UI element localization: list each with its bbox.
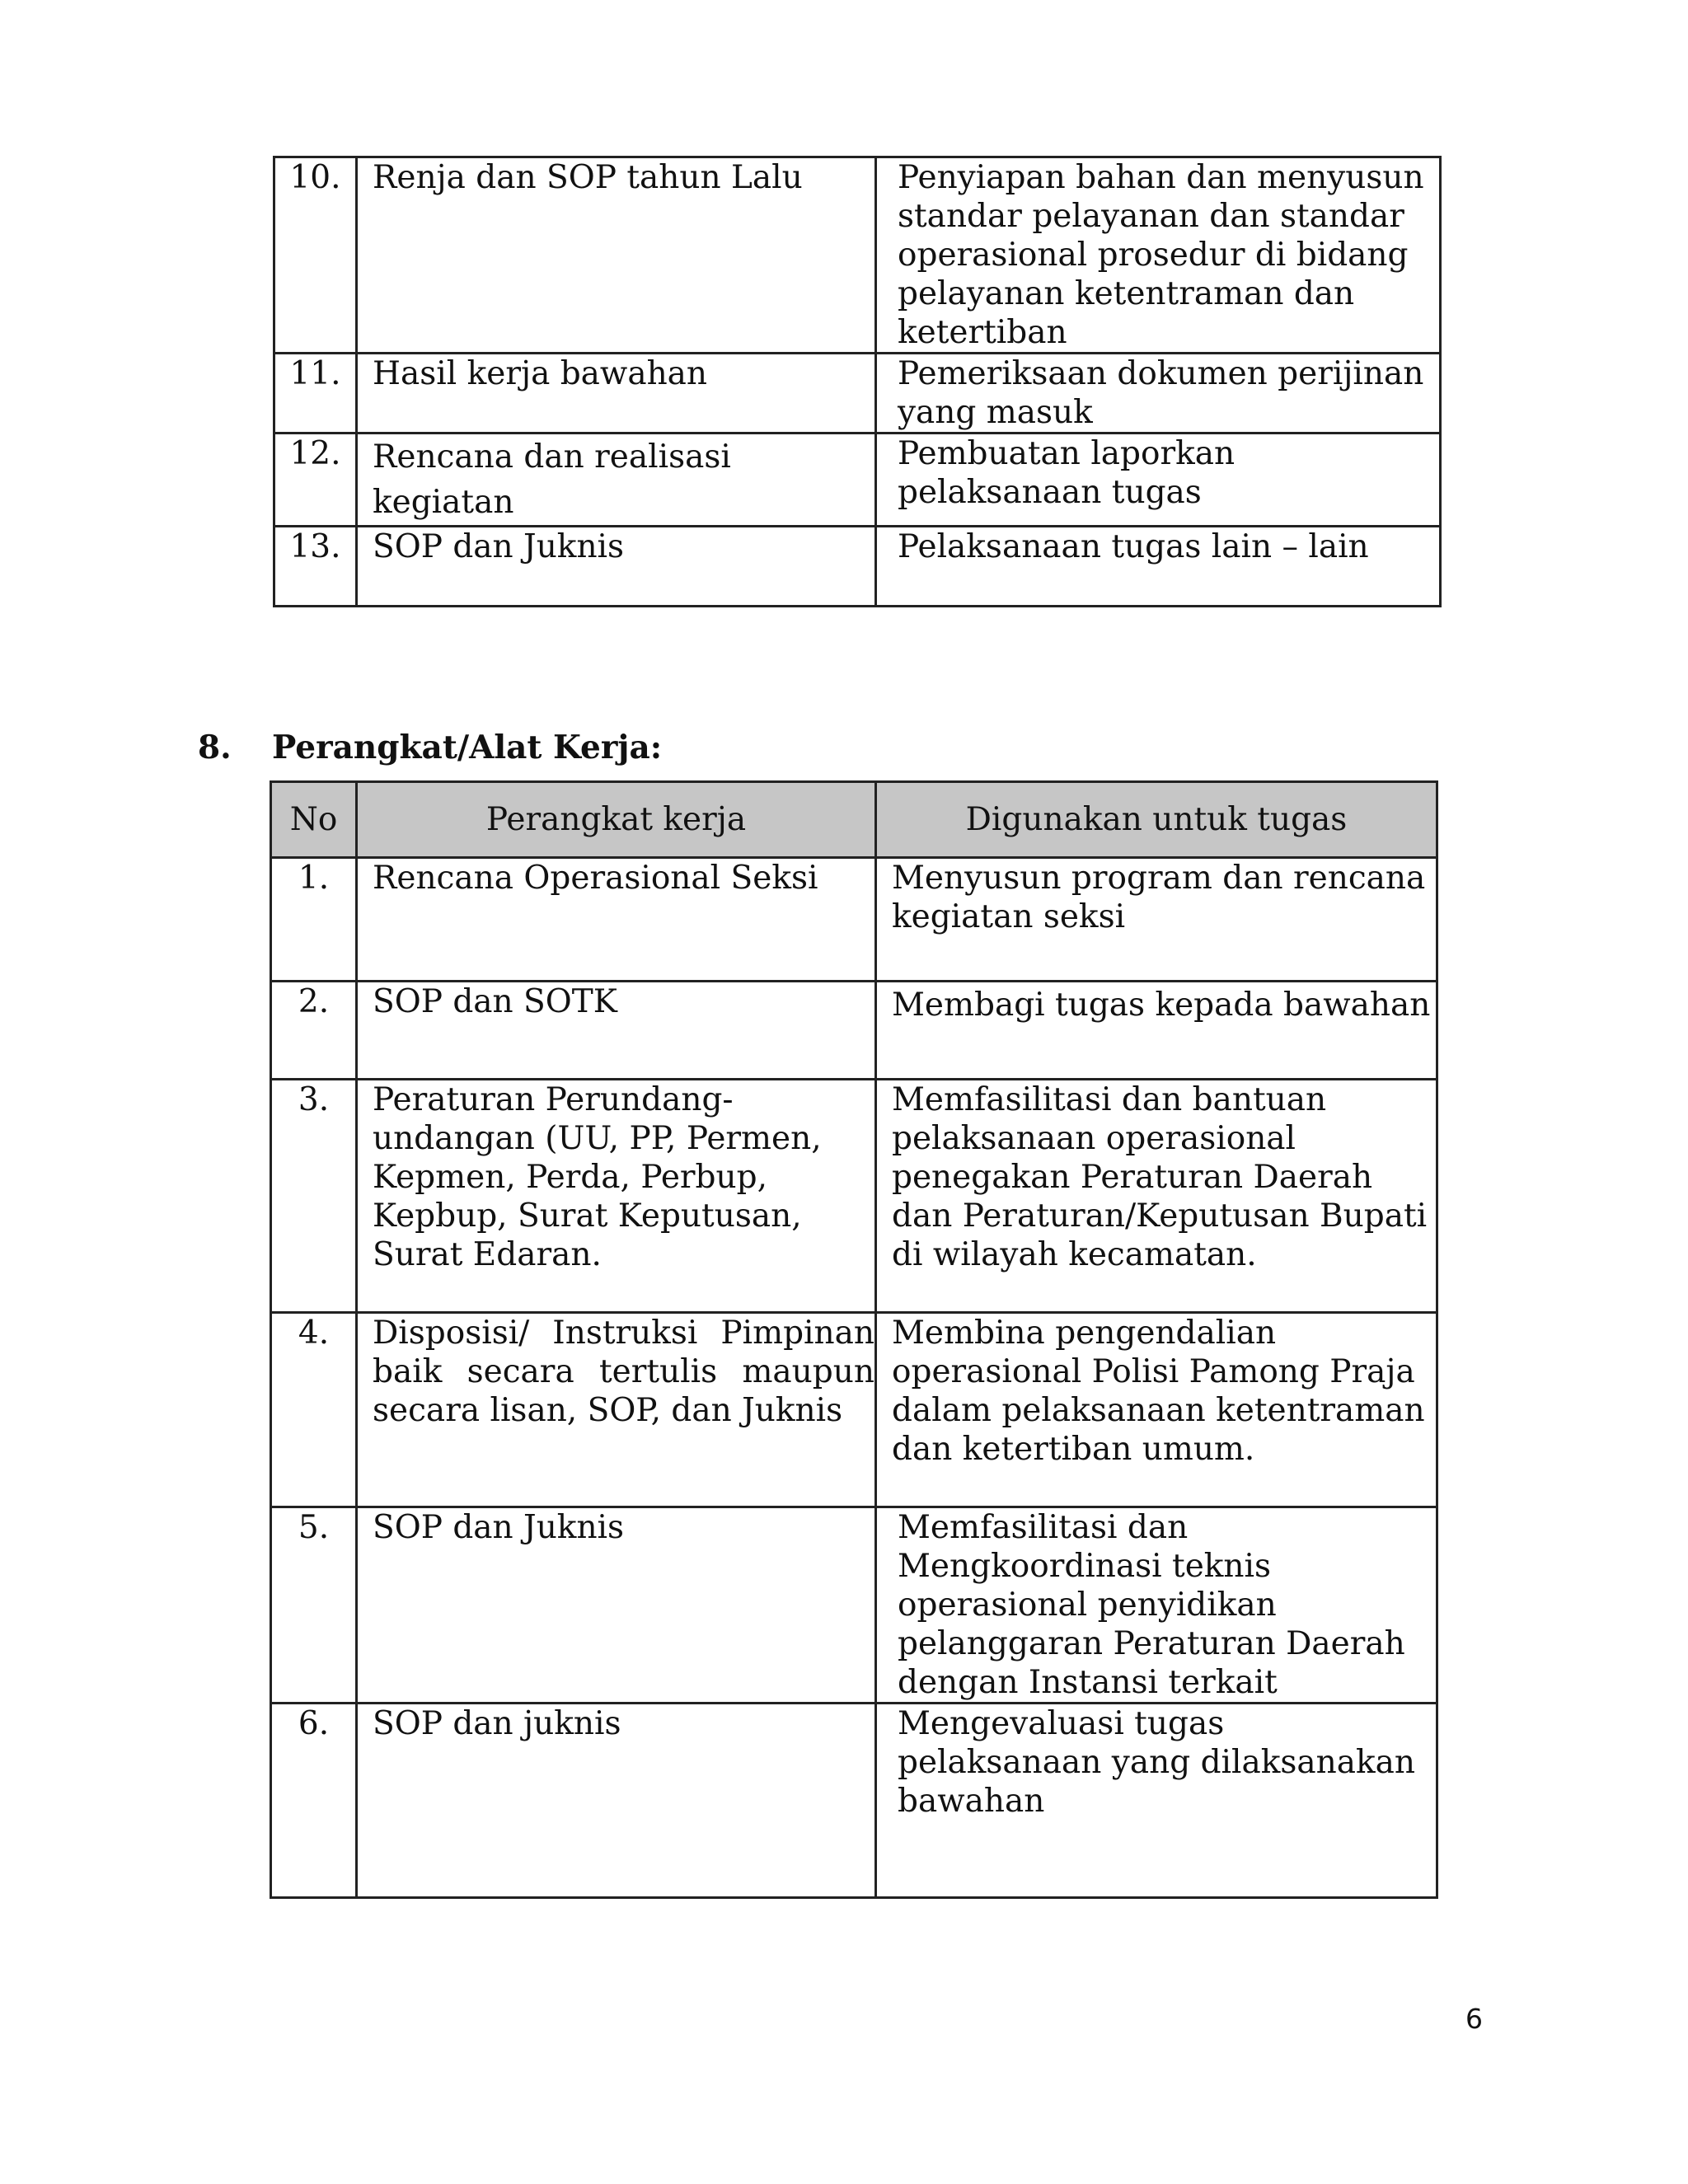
table-row xyxy=(274,354,1441,434)
column-header-tool: Perangkat kerja xyxy=(357,782,876,858)
work-tools-table xyxy=(270,780,1438,1899)
tool-name: SOP dan Juknis xyxy=(357,1507,876,1704)
row-number: 2. xyxy=(271,982,357,1080)
row-number: 1. xyxy=(271,858,357,982)
page-number: 6 xyxy=(1465,2003,1483,2035)
tool-name: SOP dan Juknis xyxy=(357,527,876,607)
column-header-no: No xyxy=(271,782,357,858)
row-number: 10. xyxy=(274,157,357,354)
tool-usage: Pemeriksaan dokumen perijinan yang masuk xyxy=(876,354,1441,434)
table-row xyxy=(274,434,1441,527)
row-number: 11. xyxy=(274,354,357,434)
tool-usage: Menyusun program dan rencana kegiatan seksi xyxy=(876,858,1437,982)
tool-name: Hasil kerja bawahan xyxy=(357,354,876,434)
table-row xyxy=(271,1507,1437,1704)
section-title: Perangkat/Alat Kerja: xyxy=(272,729,663,766)
tool-name: Rencana dan realisasi kegiatan xyxy=(357,434,876,527)
tool-usage: Pelaksanaan tugas lain – lain xyxy=(876,527,1441,607)
tool-usage: Memfasilitasi dan bantuan pelaksanaan operasional penegakan Peraturan Daerah dan Peraturan/Keputusan Bupati di wilayah kecamatan. xyxy=(876,1080,1437,1313)
row-number: 13. xyxy=(274,527,357,607)
table-row xyxy=(271,858,1437,982)
tool-name: Rencana Operasional Seksi xyxy=(357,858,876,982)
section-number: 8. xyxy=(198,729,232,766)
tool-name: Peraturan Perundang-undangan (UU, PP, Permen, Kepmen, Perda, Perbup, Kepbup, Surat Keputusan, Surat Edaran. xyxy=(357,1080,876,1313)
section-heading xyxy=(198,729,662,767)
tool-usage: Membina pengendalian operasional Polisi Pamong Praja dalam pelaksanaan ketentraman dan ketertiban umum. xyxy=(876,1313,1437,1507)
tool-name: Renja dan SOP tahun Lalu xyxy=(357,157,876,354)
tool-usage: Memfasilitasi dan Mengkoordinasi teknis operasional penyidikan pelanggaran Peraturan Daerah dengan Instansi terkait xyxy=(876,1507,1437,1704)
tool-usage: Penyiapan bahan dan menyusun standar pelayanan dan standar operasional prosedur di bidang pelayanan ketentraman dan ketertiban xyxy=(876,157,1441,354)
row-number: 5. xyxy=(271,1507,357,1704)
table-row xyxy=(274,527,1441,607)
table-header-row xyxy=(271,782,1437,858)
column-header-usage: Digunakan untuk tugas xyxy=(876,782,1437,858)
tool-name: SOP dan SOTK xyxy=(357,982,876,1080)
table-row xyxy=(274,157,1441,354)
row-number: 12. xyxy=(274,434,357,527)
table-row xyxy=(271,1080,1437,1313)
tool-name: Disposisi/ Instruksi Pimpinan baik secara tertulis maupun secara lisan, SOP, dan Juknis xyxy=(357,1313,876,1507)
tool-usage: Pembuatan laporkan pelaksanaan tugas xyxy=(876,434,1441,527)
table-row xyxy=(271,1704,1437,1898)
tool-name: SOP dan juknis xyxy=(357,1704,876,1898)
tool-usage: Mengevaluasi tugas pelaksanaan yang dilaksanakan bawahan xyxy=(876,1704,1437,1898)
table-row xyxy=(271,982,1437,1080)
work-tools-table-continued xyxy=(273,156,1442,607)
table-row xyxy=(271,1313,1437,1507)
row-number: 3. xyxy=(271,1080,357,1313)
row-number: 4. xyxy=(271,1313,357,1507)
row-number: 6. xyxy=(271,1704,357,1898)
tool-usage: Membagi tugas kepada bawahan xyxy=(876,982,1437,1080)
